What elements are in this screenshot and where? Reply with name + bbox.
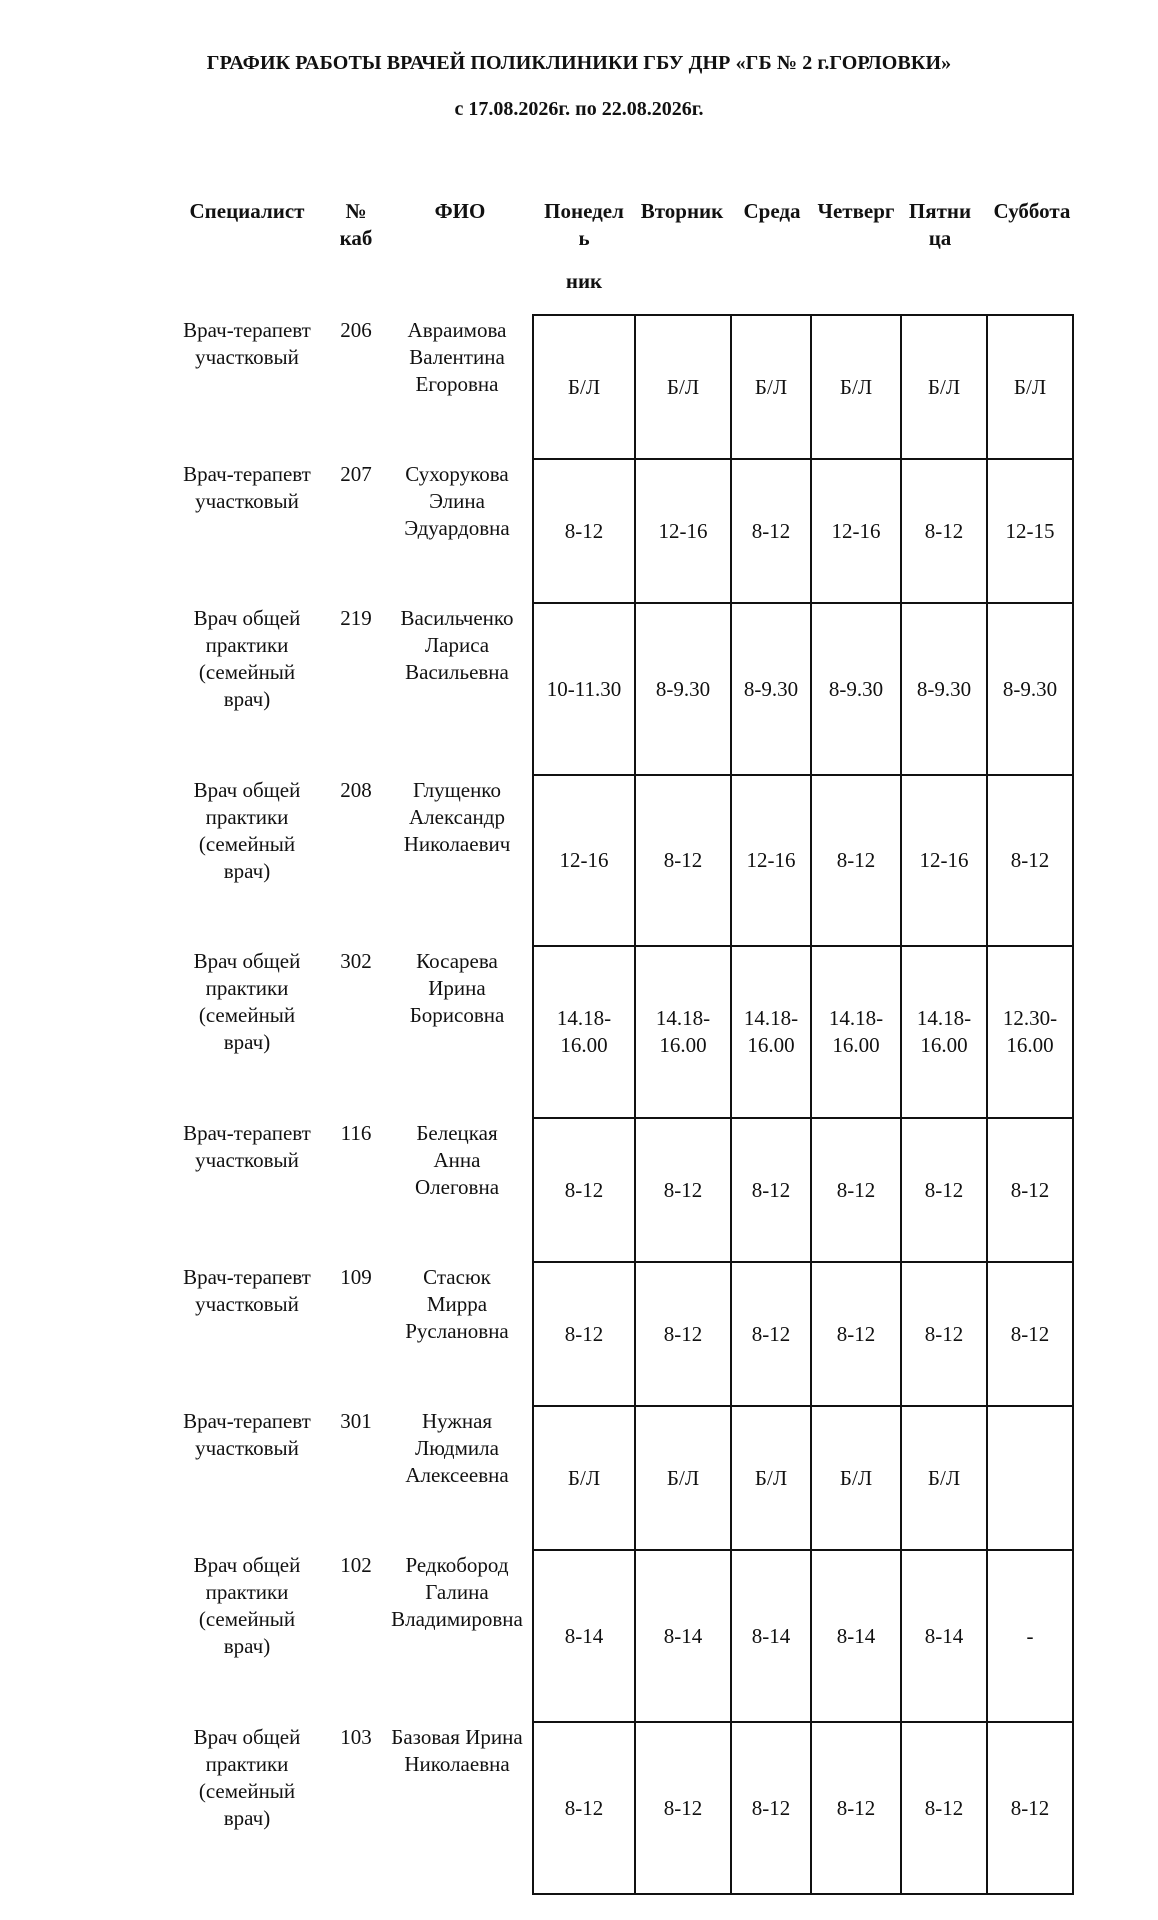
schedule-hours: 8-9.30 bbox=[743, 676, 799, 701]
header-thursday-text: Четверг bbox=[817, 199, 895, 223]
specialist-line: Врач общей bbox=[193, 606, 301, 630]
specialist-line: участковый bbox=[195, 345, 299, 369]
specialist-cell bbox=[172, 461, 322, 515]
schedule-hours: 12-16 bbox=[559, 848, 609, 872]
schedule-hours bbox=[917, 1005, 971, 1059]
schedule-cell bbox=[900, 314, 988, 460]
doctor-name-line: Людмила bbox=[415, 1436, 499, 1460]
schedule-cell bbox=[634, 945, 732, 1119]
header-room-line: № bbox=[345, 199, 367, 223]
schedule-cell bbox=[900, 1721, 988, 1895]
schedule-hours: Б/Л bbox=[927, 1465, 961, 1490]
schedule-hours-line: 16.00 bbox=[747, 1033, 795, 1057]
specialist-line: участковый bbox=[195, 1292, 299, 1316]
doctor-name bbox=[382, 1120, 532, 1201]
specialist-line: Врач-терапевт bbox=[183, 1409, 311, 1433]
schedule-hours bbox=[1003, 1005, 1057, 1059]
schedule-hours: 8-12 bbox=[924, 1321, 964, 1346]
room-number: 103 bbox=[340, 1725, 372, 1749]
schedule-cell bbox=[810, 1721, 902, 1895]
doctor-name-line: Лариса bbox=[424, 633, 490, 657]
specialist-line: практики bbox=[205, 976, 289, 1000]
schedule-cell bbox=[730, 1405, 812, 1551]
schedule-cell bbox=[900, 1261, 988, 1407]
schedule-cell bbox=[810, 458, 902, 604]
schedule-cell bbox=[634, 774, 732, 947]
schedule-hours: Б/Л bbox=[567, 374, 601, 399]
schedule-hours: 8-14 bbox=[564, 1623, 604, 1648]
schedule-hours: 12-16 bbox=[658, 518, 708, 543]
schedule-hours: 12-16 bbox=[831, 518, 881, 543]
specialist-line: врач) bbox=[223, 859, 271, 883]
schedule-cell bbox=[986, 945, 1074, 1119]
room-number: 102 bbox=[340, 1553, 372, 1577]
schedule-cell bbox=[532, 774, 636, 947]
schedule-hours: 8-12 bbox=[924, 1177, 964, 1202]
specialist-line: врач) bbox=[223, 687, 271, 711]
header-monday-line: Понедел bbox=[544, 199, 624, 223]
schedule-hours bbox=[829, 1005, 883, 1059]
schedule-hours: 8-12 bbox=[564, 1321, 604, 1346]
header-saturday-text: Суббота bbox=[993, 199, 1071, 223]
schedule-cell bbox=[900, 458, 988, 604]
schedule-hours: 8-12 bbox=[1010, 848, 1050, 872]
schedule-cell bbox=[810, 1549, 902, 1723]
schedule-cell bbox=[986, 1117, 1074, 1263]
schedule-cell bbox=[532, 602, 636, 776]
doctor-name-line: Галина bbox=[425, 1580, 489, 1604]
schedule-cell bbox=[900, 1549, 988, 1723]
specialist-line: Врач общей bbox=[193, 949, 301, 973]
schedule-cell bbox=[730, 458, 812, 604]
specialist-line: Врач-терапевт bbox=[183, 318, 311, 342]
schedule-hours: 12-16 bbox=[919, 848, 969, 872]
schedule-hours-line: 16.00 bbox=[560, 1033, 608, 1057]
doctor-name-line: Руслановна bbox=[405, 1319, 509, 1343]
schedule-hours: 8-12 bbox=[663, 848, 703, 872]
schedule-hours-line: 14.18- bbox=[743, 1006, 799, 1030]
room-number: 207 bbox=[340, 462, 372, 486]
schedule-hours: Б/Л bbox=[666, 1465, 700, 1490]
schedule-cell bbox=[986, 458, 1074, 604]
header-monday-line: ь bbox=[578, 226, 590, 250]
schedule-cell bbox=[730, 1117, 812, 1263]
specialist-line: (семейный bbox=[198, 832, 296, 856]
schedule-cell bbox=[532, 1721, 636, 1895]
schedule-cell bbox=[634, 1261, 732, 1407]
schedule-hours-line: 16.00 bbox=[659, 1033, 707, 1057]
doctor-name-line: Элина bbox=[429, 489, 485, 513]
schedule-hours: 8-12 bbox=[1010, 1321, 1050, 1346]
specialist-cell bbox=[172, 1408, 322, 1462]
schedule-cell bbox=[810, 945, 902, 1119]
schedule-cell bbox=[810, 1405, 902, 1551]
schedule-cell bbox=[730, 602, 812, 776]
specialist-cell bbox=[172, 948, 322, 1056]
specialist-cell bbox=[172, 777, 322, 885]
schedule-cell bbox=[986, 1261, 1074, 1407]
schedule-hours: Б/Л bbox=[666, 374, 700, 399]
doctor-name-line: Косарева bbox=[416, 949, 498, 973]
schedule-cell bbox=[810, 602, 902, 776]
room-number: 302 bbox=[340, 949, 372, 973]
doctor-name-line: Егоровна bbox=[415, 372, 499, 396]
doctor-name-line: Нужная bbox=[421, 1409, 493, 1433]
doctor-name-line: Сухорукова bbox=[405, 462, 509, 486]
schedule-cell bbox=[730, 1261, 812, 1407]
doctor-name-line: Александр bbox=[409, 805, 505, 829]
schedule-hours: 8-12 bbox=[836, 1321, 876, 1346]
doctor-name bbox=[382, 1408, 532, 1489]
schedule-cell bbox=[634, 1549, 732, 1723]
schedule-cell bbox=[810, 314, 902, 460]
doctor-name-line: Валентина bbox=[409, 345, 505, 369]
schedule-hours-line: 14.18- bbox=[916, 1006, 972, 1030]
schedule-hours: 8-12 bbox=[924, 518, 964, 543]
schedule-cell bbox=[532, 1261, 636, 1407]
specialist-line: (семейный bbox=[198, 1003, 296, 1027]
header-specialist-text: Специалист bbox=[189, 199, 305, 223]
schedule-hours: Б/Л bbox=[839, 1465, 873, 1490]
specialist-line: врач) bbox=[223, 1634, 271, 1658]
schedule-cell bbox=[730, 1549, 812, 1723]
doctor-name-line: Николаевич bbox=[403, 832, 511, 856]
specialist-line: Врач общей bbox=[193, 778, 301, 802]
specialist-cell bbox=[172, 1552, 322, 1660]
schedule-cell bbox=[900, 945, 988, 1119]
schedule-hours: 8-12 bbox=[564, 1177, 604, 1202]
schedule-cell bbox=[730, 314, 812, 460]
schedule-hours: 8-14 bbox=[751, 1623, 791, 1648]
header-room bbox=[328, 198, 384, 252]
room-number: 208 bbox=[340, 778, 372, 802]
schedule-hours-line: 16.00 bbox=[1006, 1033, 1054, 1057]
header-tuesday-text: Вторник bbox=[640, 199, 724, 223]
header-friday bbox=[898, 198, 982, 252]
doctor-name-line: Васильченко bbox=[400, 606, 514, 630]
schedule-cell bbox=[532, 1549, 636, 1723]
doctor-name-line: Васильевна bbox=[405, 660, 509, 684]
specialist-line: Врач общей bbox=[193, 1553, 301, 1577]
schedule-hours: Б/Л bbox=[839, 374, 873, 399]
specialist-line: участковый bbox=[195, 489, 299, 513]
header-room-line: каб bbox=[339, 226, 373, 250]
schedule-hours: Б/Л bbox=[567, 1465, 601, 1490]
schedule-cell bbox=[986, 314, 1074, 460]
schedule-hours-line: 14.18- bbox=[655, 1006, 711, 1030]
schedule-hours: 8-14 bbox=[924, 1623, 964, 1648]
schedule-hours-line: 14.18- bbox=[556, 1006, 612, 1030]
specialist-cell bbox=[172, 1724, 322, 1832]
doctor-name-line: Борисовна bbox=[409, 1003, 505, 1027]
specialist-line: участковый bbox=[195, 1148, 299, 1172]
header-specialist bbox=[172, 198, 322, 225]
schedule-hours: 8-14 bbox=[663, 1623, 703, 1648]
header-wednesday bbox=[730, 198, 814, 225]
schedule-hours bbox=[656, 1005, 710, 1059]
header-monday-line: ник bbox=[565, 269, 603, 293]
schedule-hours: 8-12 bbox=[836, 848, 876, 872]
schedule-cell bbox=[730, 945, 812, 1119]
doctor-name-line: Белецкая bbox=[416, 1121, 498, 1145]
doctor-name bbox=[382, 948, 532, 1029]
schedule-cell bbox=[986, 1549, 1074, 1723]
schedule-hours: 8-12 bbox=[663, 1795, 703, 1820]
schedule-hours: 12-16 bbox=[746, 848, 796, 872]
schedule-cell bbox=[532, 1405, 636, 1551]
specialist-line: (семейный bbox=[198, 1607, 296, 1631]
schedule-hours: 8-12 bbox=[564, 1795, 604, 1820]
schedule-cell bbox=[532, 458, 636, 604]
doctor-name-line: Глущенко bbox=[413, 778, 501, 802]
doctor-name-line: Базовая Ирина bbox=[391, 1725, 523, 1749]
room-number: 219 bbox=[340, 606, 372, 630]
doctor-name bbox=[382, 605, 532, 686]
schedule-cell bbox=[986, 1405, 1074, 1551]
schedule-cell bbox=[810, 1261, 902, 1407]
schedule-hours: 8-12 bbox=[924, 1795, 964, 1820]
schedule-hours: - bbox=[1026, 1623, 1034, 1648]
schedule-cell bbox=[532, 314, 636, 460]
schedule-cell bbox=[986, 602, 1074, 776]
schedule-cell bbox=[900, 1117, 988, 1263]
schedule-hours: 8-12 bbox=[1010, 1795, 1050, 1820]
doctor-name bbox=[382, 1264, 532, 1345]
doctor-name-line: Редкобород bbox=[405, 1553, 509, 1577]
room-number: 301 bbox=[340, 1409, 372, 1433]
schedule-hours: 8-12 bbox=[751, 1321, 791, 1346]
schedule-cell bbox=[986, 774, 1074, 947]
header-tuesday bbox=[633, 198, 731, 225]
specialist-line: Врач-терапевт bbox=[183, 1265, 311, 1289]
specialist-line: участковый bbox=[195, 1436, 299, 1460]
schedule-hours: 8-9.30 bbox=[916, 676, 972, 701]
schedule-hours: 8-9.30 bbox=[828, 676, 884, 701]
schedule-hours bbox=[557, 1005, 611, 1059]
doctor-name-line: Стасюк bbox=[423, 1265, 491, 1289]
doctor-name-line: Олеговна bbox=[414, 1175, 500, 1199]
schedule-hours: Б/Л bbox=[927, 374, 961, 399]
doctor-name-line: Ирина bbox=[428, 976, 486, 1000]
schedule-cell bbox=[634, 458, 732, 604]
specialist-line: Врач-терапевт bbox=[183, 462, 311, 486]
schedule-hours: 8-14 bbox=[836, 1623, 876, 1648]
doctor-name-line: Авраимова bbox=[407, 318, 507, 342]
schedule-hours: 8-12 bbox=[663, 1177, 703, 1202]
specialist-line: практики bbox=[205, 633, 289, 657]
schedule-hours: 8-12 bbox=[751, 1795, 791, 1820]
schedule-hours: 8-12 bbox=[836, 1177, 876, 1202]
room-number: 206 bbox=[340, 318, 372, 342]
schedule-hours-line: 16.00 bbox=[920, 1033, 968, 1057]
schedule-hours: Б/Л bbox=[754, 1465, 788, 1490]
header-wednesday-text: Среда bbox=[743, 199, 801, 223]
specialist-line: Врач общей bbox=[193, 1725, 301, 1749]
room-number: 109 bbox=[340, 1265, 372, 1289]
schedule-cell bbox=[634, 1721, 732, 1895]
schedule-hours: 8-12 bbox=[564, 518, 604, 543]
schedule-hours: 8-12 bbox=[836, 1795, 876, 1820]
schedule-cell bbox=[986, 1721, 1074, 1895]
specialist-line: практики bbox=[205, 1752, 289, 1776]
doctor-name-line: Алексеевна bbox=[405, 1463, 509, 1487]
schedule-hours: Б/Л bbox=[1013, 374, 1047, 399]
schedule-hours: 12-15 bbox=[1005, 518, 1055, 543]
header-thursday bbox=[808, 198, 904, 225]
schedule-cell bbox=[810, 774, 902, 947]
specialist-cell bbox=[172, 605, 322, 713]
doctor-name-line: Николаевна bbox=[404, 1752, 510, 1776]
specialist-line: практики bbox=[205, 805, 289, 829]
schedule-hours-line: 14.18- bbox=[828, 1006, 884, 1030]
specialist-line: практики bbox=[205, 1580, 289, 1604]
header-monday bbox=[534, 198, 634, 295]
schedule-hours: 8-9.30 bbox=[655, 676, 711, 701]
schedule-hours: 8-12 bbox=[751, 518, 791, 543]
schedule-cell bbox=[900, 1405, 988, 1551]
schedule-hours bbox=[744, 1005, 798, 1059]
doctor-name-line: Мирра bbox=[426, 1292, 488, 1316]
doctor-name bbox=[382, 1724, 532, 1778]
schedule-hours: 10-11.30 bbox=[546, 676, 622, 701]
header-name-text: ФИО bbox=[434, 199, 486, 223]
schedule-cell bbox=[730, 1721, 812, 1895]
specialist-line: (семейный bbox=[198, 660, 296, 684]
date-range: с 17.08.2026г. по 22.08.2026г. bbox=[454, 98, 704, 120]
header-name bbox=[400, 198, 520, 225]
schedule-cell bbox=[634, 1117, 732, 1263]
schedule-hours: 8-9.30 bbox=[1002, 676, 1058, 701]
schedule-hours-line: 16.00 bbox=[832, 1033, 880, 1057]
header-saturday bbox=[982, 198, 1082, 225]
schedule-cell bbox=[634, 602, 732, 776]
schedule-cell bbox=[730, 774, 812, 947]
schedule-cell bbox=[634, 314, 732, 460]
schedule-hours: 8-12 bbox=[1010, 1177, 1050, 1202]
schedule-hours: 8-12 bbox=[751, 1177, 791, 1202]
doctor-name bbox=[382, 317, 532, 398]
schedule-cell bbox=[532, 1117, 636, 1263]
doctor-name bbox=[382, 1552, 532, 1633]
specialist-line: Врач-терапевт bbox=[183, 1121, 311, 1145]
specialist-line: врач) bbox=[223, 1806, 271, 1830]
room-number: 116 bbox=[340, 1121, 372, 1145]
document-title: ГРАФИК РАБОТЫ ВРАЧЕЙ ПОЛИКЛИНИКИ ГБУ ДНР «ГБ № 2 г.ГОРЛОВКИ» bbox=[206, 52, 952, 74]
doctor-name bbox=[382, 461, 532, 542]
schedule-cell bbox=[532, 945, 636, 1119]
doctor-name-line: Эдуардовна bbox=[404, 516, 510, 540]
doctor-name-line: Анна bbox=[433, 1148, 481, 1172]
schedule-hours: 8-12 bbox=[663, 1321, 703, 1346]
schedule-cell bbox=[810, 1117, 902, 1263]
header-friday-line: ца bbox=[928, 226, 952, 250]
specialist-line: врач) bbox=[223, 1030, 271, 1054]
header-friday-line: Пятни bbox=[908, 199, 972, 223]
schedule-cell bbox=[900, 774, 988, 947]
schedule-cell bbox=[634, 1405, 732, 1551]
specialist-cell bbox=[172, 1120, 322, 1174]
schedule-hours-line: 12.30- bbox=[1002, 1006, 1058, 1030]
schedule-cell bbox=[900, 602, 988, 776]
specialist-line: (семейный bbox=[198, 1779, 296, 1803]
specialist-cell bbox=[172, 317, 322, 371]
specialist-cell bbox=[172, 1264, 322, 1318]
doctor-name bbox=[382, 777, 532, 858]
schedule-hours: Б/Л bbox=[754, 374, 788, 399]
doctor-name-line: Владимировна bbox=[391, 1607, 523, 1631]
